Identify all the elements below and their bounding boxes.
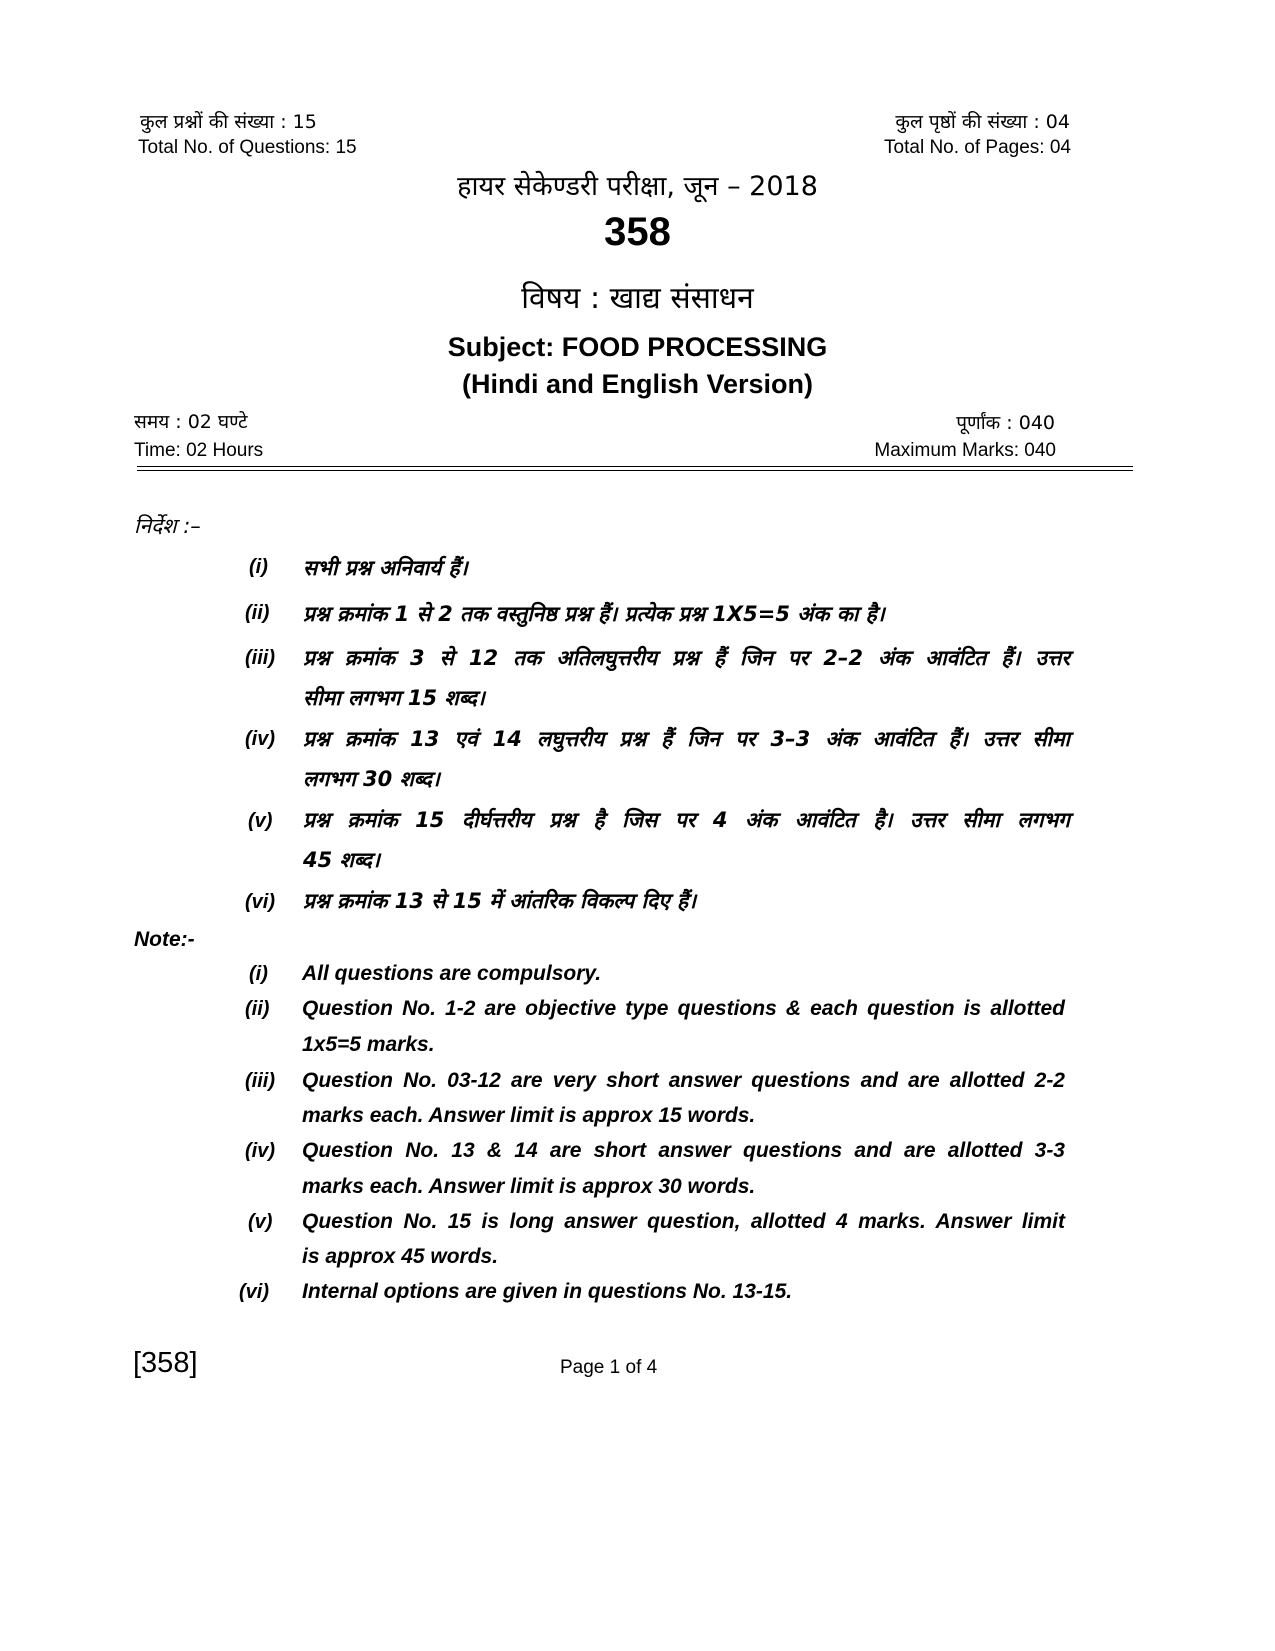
note-text-continued: marks each. Answer limit is approx 30 words.: [302, 1175, 756, 1198]
instruction-number: (iv): [245, 728, 275, 750]
paper-code: 358: [604, 210, 671, 254]
note-text: All questions are compulsory.: [302, 962, 602, 985]
total-pages-english: Total No. of Pages: 04: [884, 137, 1071, 158]
time-english: Time: 02 Hours: [134, 440, 264, 461]
version-text: (Hindi and English Version): [461, 369, 814, 399]
total-pages-hindi: कुल पृष्ठों की संख्या : 04: [895, 111, 1070, 133]
note-text: Question No. 1-2 are objective type questions & each question is allotted: [302, 997, 1065, 1020]
note-number: (iv): [245, 1140, 275, 1162]
instruction-text: सभी प्रश्न अनिवार्य हैं।: [303, 556, 468, 580]
instruction-text-continued: लगभग 30 शब्द।: [303, 767, 440, 791]
instruction-text-continued: 45 शब्द।: [303, 848, 380, 872]
footer-paper-code: [358]: [133, 1347, 198, 1379]
note-number: (vi): [239, 1281, 269, 1303]
note-number: (iii): [245, 1070, 275, 1092]
instructions-heading-hindi: निर्देश :–: [134, 514, 201, 538]
note-text-continued: 1x5=5 marks.: [302, 1033, 435, 1056]
note-text: Question No. 03-12 are very short answer questions and are allotted 2-2: [302, 1069, 1065, 1092]
header-divider-top: [137, 466, 1133, 467]
exam-title-hindi: हायर सेकेण्डरी परीक्षा, जून – 2018: [457, 171, 818, 202]
instruction-number: (iii): [245, 647, 275, 669]
note-number: (ii): [245, 998, 270, 1020]
page-number: Page 1 of 4: [560, 1357, 658, 1378]
subject-hindi: विषय : खाद्य संसाधन: [521, 281, 754, 316]
instruction-number: (vi): [245, 891, 275, 913]
instruction-text-continued: सीमा लगभग 15 शब्द।: [303, 686, 485, 710]
instruction-number: (v): [248, 810, 273, 832]
note-text: Question No. 13 & 14 are short answer questions and are allotted 3-3: [302, 1139, 1065, 1162]
instruction-text: प्रश्न क्रमांक 13 एवं 14 लघुत्तरीय प्रश्न हैं जिन पर 3–3 अंक आवंटित हैं। उत्तर सीमा: [303, 727, 1070, 751]
max-marks-english: Maximum Marks: 040: [874, 440, 1056, 461]
note-text: Internal options are given in questions No. 13-15.: [302, 1280, 793, 1303]
total-questions-english: Total No. of Questions: 15: [138, 137, 357, 158]
note-heading-english: Note:-: [134, 928, 195, 951]
instruction-text: प्रश्न क्रमांक 3 से 12 तक अतिलघुत्तरीय प्रश्न हैं जिन पर 2–2 अंक आवंटित हैं। उत्तर: [303, 646, 1070, 670]
instruction-text: प्रश्न क्रमांक 13 से 15 में आंतरिक विकल्प दिए हैं।: [303, 889, 697, 913]
header-divider-bottom: [137, 470, 1133, 471]
note-number: (v): [248, 1211, 273, 1233]
note-text: Question No. 15 is long answer question, allotted 4 marks. Answer limit: [302, 1210, 1065, 1233]
instruction-text: प्रश्न क्रमांक 15 दीर्घत्तरीय प्रश्न है जिस पर 4 अंक आवंटित है। उत्तर सीमा लगभग: [303, 808, 1070, 832]
instruction-number: (ii): [245, 602, 270, 624]
instruction-text: प्रश्न क्रमांक 1 से 2 तक वस्तुनिष्ठ प्रश्न हैं। प्रत्येक प्रश्न 1X5=5 अंक का है।: [303, 602, 885, 626]
time-hindi: समय : 02 घण्टे: [134, 411, 248, 433]
note-text-continued: is approx 45 words.: [302, 1245, 499, 1268]
note-text-continued: marks each. Answer limit is approx 15 words.: [302, 1104, 756, 1127]
instruction-number: (i): [249, 556, 268, 578]
subject-english: Subject: FOOD PROCESSING: [447, 332, 828, 362]
total-questions-hindi: कुल प्रश्नों की संख्या : 15: [140, 111, 317, 133]
note-number: (i): [249, 963, 268, 985]
max-marks-hindi: पूर्णांक : 040: [956, 412, 1055, 434]
